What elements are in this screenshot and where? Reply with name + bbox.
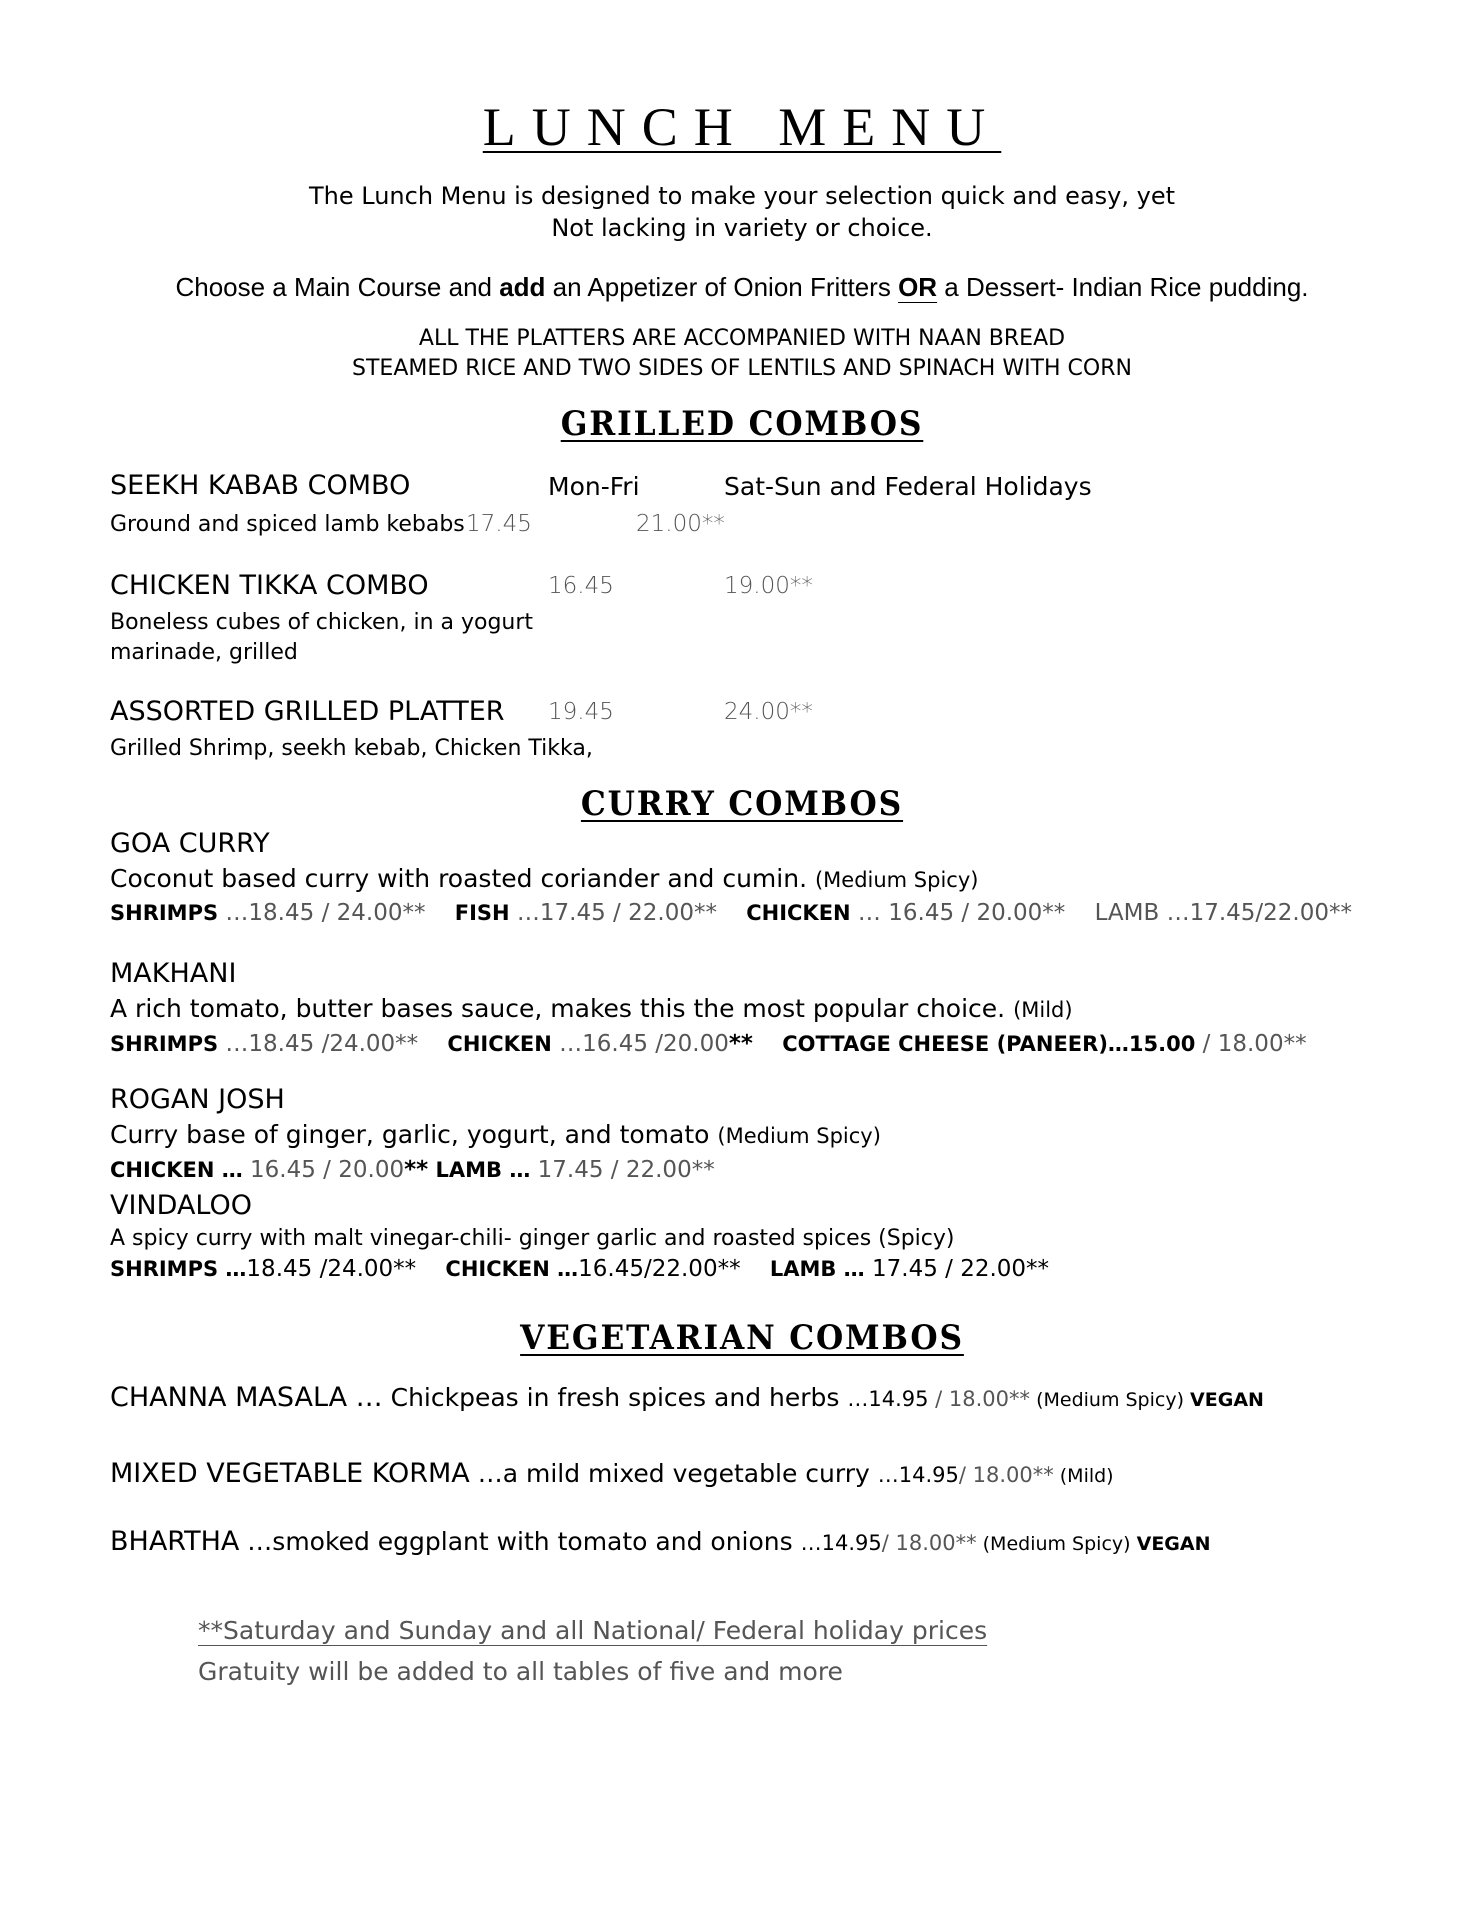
item-desc-seekh-kabab: Ground and spiced lamb kebabs bbox=[110, 512, 465, 537]
item-mixed-vegetable-korma: MIXED VEGETABLE KORMA …a mild mixed vegetable curry …14.95/ 18.00** (Mild) bbox=[110, 1458, 1114, 1489]
holiday-price-note: **Saturday and Sunday and all National/ Federal holiday prices bbox=[198, 1616, 988, 1645]
item-name-goa-curry: GOA CURRY bbox=[110, 828, 270, 859]
platters-line-2: STEAMED RICE AND TWO SIDES OF LENTILS AND SPINACH WITH CORN bbox=[352, 356, 1132, 381]
item-desc-chicken-tikka-1: Boneless cubes of chicken, in a yogurt bbox=[110, 610, 534, 635]
price-weekend-seekh-kabab: 21.00** bbox=[636, 511, 725, 537]
price-weekday-chicken-tikka: 16.45 bbox=[548, 573, 614, 599]
section-heading-vegetarian: VEGETARIAN COMBOS bbox=[520, 1318, 964, 1358]
column-header-weekday: Mon-Fri bbox=[548, 472, 640, 501]
intro-line-1: The Lunch Menu is designed to make your selection quick and easy, yet bbox=[308, 182, 1175, 210]
price-row-makhani: SHRIMPS …18.45 /24.00** CHICKEN …16.45 /20.00** COTTAGE CHEESE (PANEER)…15.00 / 18.00** bbox=[110, 1031, 1307, 1057]
price-weekday-assorted-grilled: 19.45 bbox=[548, 699, 614, 725]
item-bhartha: BHARTHA …smoked eggplant with tomato and onions …14.95/ 18.00** (Medium Spicy) VEGAN bbox=[110, 1526, 1211, 1557]
section-heading-grilled: GRILLED COMBOS bbox=[560, 404, 924, 444]
price-weekend-assorted-grilled: 24.00** bbox=[724, 699, 813, 725]
page-title: LUNCH MENU bbox=[482, 97, 1002, 157]
item-desc-vindaloo: A spicy curry with malt vinegar-chili- ginger garlic and roasted spices (Spicy) bbox=[110, 1226, 955, 1251]
section-heading-curry: CURRY COMBOS bbox=[580, 784, 904, 824]
item-channa-masala: CHANNA MASALA … Chickpeas in fresh spices and herbs …14.95 / 18.00** (Medium Spicy) VEGAN bbox=[110, 1382, 1264, 1413]
price-weekday-seekh-kabab: 17.45 bbox=[466, 511, 532, 537]
choose-instruction: Choose a Main Course and add an Appetizer of Onion Fritters OR a Dessert- Indian Rice pudding. bbox=[175, 272, 1309, 302]
item-desc-chicken-tikka-2: marinade, grilled bbox=[110, 640, 298, 665]
item-desc-goa-curry: Coconut based curry with roasted coriander and cumin. (Medium Spicy) bbox=[110, 864, 979, 893]
gratuity-note: Gratuity will be added to all tables of five and more bbox=[198, 1657, 843, 1686]
item-name-assorted-grilled: ASSORTED GRILLED PLATTER bbox=[110, 696, 505, 727]
item-name-chicken-tikka: CHICKEN TIKKA COMBO bbox=[110, 570, 429, 601]
item-desc-makhani: A rich tomato, butter bases sauce, makes this the most popular choice. (Mild) bbox=[110, 994, 1073, 1023]
price-row-vindaloo: SHRIMPS …18.45 /24.00** CHICKEN …16.45/22.00** LAMB … 17.45 / 22.00** bbox=[110, 1256, 1050, 1282]
price-row-rogan-josh: CHICKEN … 16.45 / 20.00** LAMB … 17.45 / 22.00** bbox=[110, 1157, 715, 1183]
item-desc-assorted-grilled: Grilled Shrimp, seekh kebab, Chicken Tikka, bbox=[110, 736, 593, 761]
platters-line-1: ALL THE PLATTERS ARE ACCOMPANIED WITH NAAN BREAD bbox=[418, 326, 1066, 351]
item-name-seekh-kabab: SEEKH KABAB COMBO bbox=[110, 470, 411, 501]
column-header-weekend: Sat-Sun and Federal Holidays bbox=[724, 472, 1092, 501]
item-name-rogan-josh: ROGAN JOSH bbox=[110, 1084, 285, 1115]
price-row-goa-curry: SHRIMPS …18.45 / 24.00** FISH …17.45 / 22.00** CHICKEN … 16.45 / 20.00** LAMB …17.45/22.00** bbox=[110, 900, 1353, 926]
price-weekend-chicken-tikka: 19.00** bbox=[724, 573, 813, 599]
item-name-makhani: MAKHANI bbox=[110, 958, 237, 989]
item-name-vindaloo: VINDALOO bbox=[110, 1190, 253, 1221]
intro-line-2: Not lacking in variety or choice. bbox=[551, 214, 933, 242]
item-desc-rogan-josh: Curry base of ginger, garlic, yogurt, and tomato (Medium Spicy) bbox=[110, 1120, 881, 1149]
